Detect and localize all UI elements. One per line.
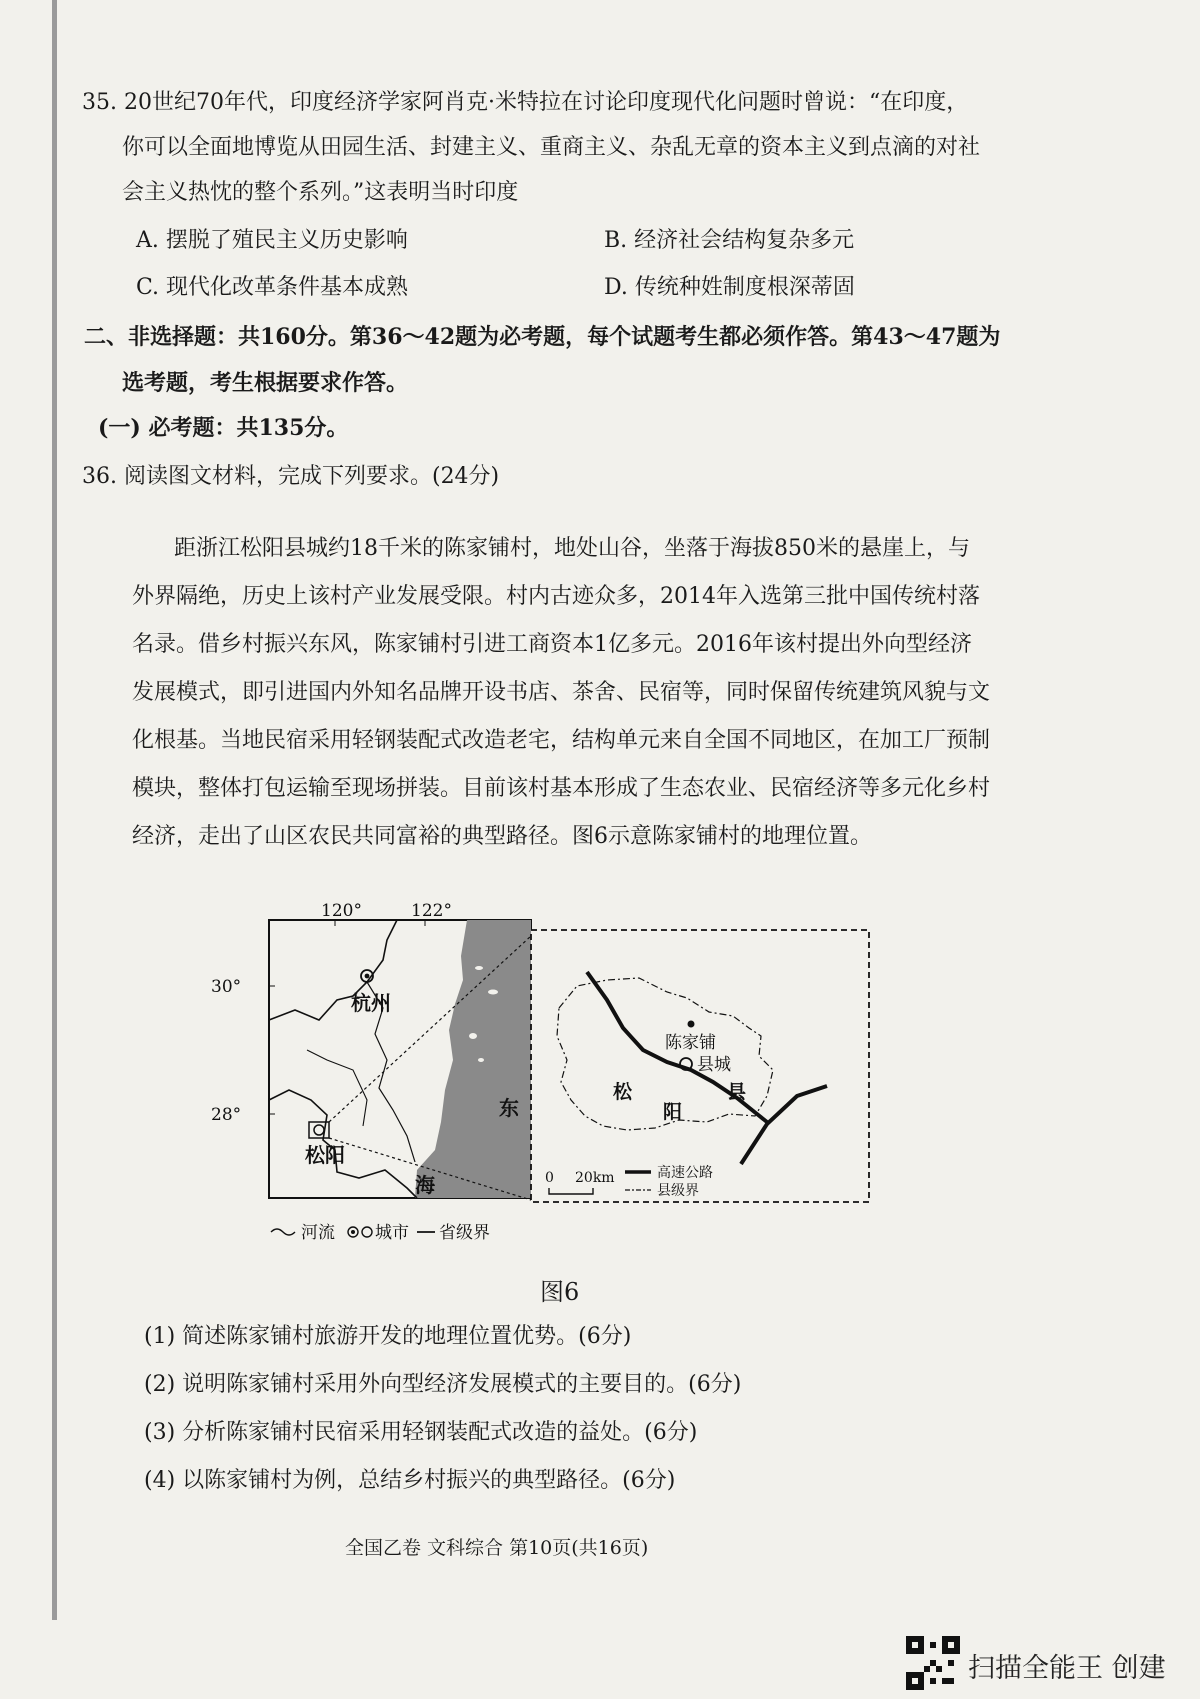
county-town-label: 县城 xyxy=(697,1055,731,1075)
sea-label-sea: 海 xyxy=(415,1173,435,1197)
qr-code-icon xyxy=(906,1636,960,1690)
section2-line2: 选考题，考生根据要求作答。 xyxy=(122,370,409,396)
section2-sub1: (一) 必考题：共135分。 xyxy=(98,415,349,441)
figure-caption: 图6 xyxy=(540,1278,580,1306)
q36-para-line: 发展模式，即引进国内外知名品牌开设书店、茶舍、民宿等，同时保留传统建筑风貌与文 xyxy=(132,680,991,705)
lat-30: 30° xyxy=(211,977,242,997)
q36-subquestion: (2) 说明陈家铺村采用外向型经济发展模式的主要目的。(6分) xyxy=(144,1372,742,1397)
figure6-map xyxy=(211,900,877,1260)
legend-city: 城市 xyxy=(375,1223,409,1243)
songyang-label: 松阳 xyxy=(305,1143,345,1167)
q36-para-line: 模块，整体打包运输至现场拼装。目前该村基本形成了生态农业、民宿经济等多元化乡村 xyxy=(132,776,991,801)
county-label-char: 县 xyxy=(727,1081,747,1103)
q35-option-b: B. 经济社会结构复杂多元 xyxy=(604,228,855,253)
q35-option-a: A. 摆脱了殖民主义历史影响 xyxy=(136,228,408,253)
q36-para-line: 外界隔绝，历史上该村产业发展受限。村内古迹众多，2014年入选第三批中国传统村落 xyxy=(132,584,980,609)
q36-subquestion: (3) 分析陈家铺村民宿采用轻钢装配式改造的益处。(6分) xyxy=(144,1420,698,1445)
q36-para-line: 经济，走出了山区农民共同富裕的典型路径。图6示意陈家铺村的地理位置。 xyxy=(132,824,872,849)
hangzhou-label: 杭州 xyxy=(351,991,391,1015)
q35-line3: 会主义热忱的整个系列。”这表明当时印度 xyxy=(122,180,519,205)
lon-122: 122° xyxy=(411,901,452,921)
page-footer: 全国乙卷 文科综合 第10页(共16页) xyxy=(345,1537,649,1559)
q36-para-line: 化根基。当地民宿采用轻钢装配式改造老宅，结构单元来自全国不同地区，在加工厂预制 xyxy=(132,728,991,753)
legend-river: 河流 xyxy=(301,1223,335,1243)
scan-edge xyxy=(52,0,57,1620)
q36-subquestion: (4) 以陈家铺村为例，总结乡村振兴的典型路径。(6分) xyxy=(144,1468,676,1493)
scale-zero: 0 xyxy=(545,1170,554,1186)
sea-label-east: 东 xyxy=(499,1096,519,1120)
section2-line1: 二、非选择题：共160分。第36～42题为必考题，每个试题考生都必须作答。第43～47题为 xyxy=(84,324,1001,350)
q35-option-d: D. 传统种姓制度根深蒂固 xyxy=(604,275,855,300)
county-label-char: 阳 xyxy=(663,1101,683,1123)
village-icon xyxy=(688,1021,695,1028)
lon-120: 120° xyxy=(321,901,362,921)
legend-county-border: 县级界 xyxy=(657,1183,699,1199)
q35-line1: 35. 20世纪70年代，印度经济学家阿肖克·米特拉在讨论印度现代化问题时曾说：“在印度， xyxy=(82,90,969,115)
scanner-watermark: 扫描全能王 创建 xyxy=(968,1653,1166,1684)
q36-subquestion: (1) 简述陈家铺村旅游开发的地理位置优势。(6分) xyxy=(144,1324,632,1349)
legend-highway: 高速公路 xyxy=(657,1165,713,1181)
q35-option-c: C. 现代化改革条件基本成熟 xyxy=(136,275,409,300)
legend-province-border: 省级界 xyxy=(439,1223,490,1243)
village-label: 陈家铺 xyxy=(665,1033,716,1053)
q36-intro: 36. 阅读图文材料，完成下列要求。(24分) xyxy=(82,464,500,489)
q36-para-line: 距浙江松阳县城约18千米的陈家铺村，地处山谷，坐落于海拔850米的悬崖上，与 xyxy=(174,536,970,561)
county-label-char: 松 xyxy=(613,1081,633,1103)
scale-20km: 20km xyxy=(575,1170,615,1186)
lat-28: 28° xyxy=(211,1105,242,1125)
q35-line2: 你可以全面地博览从田园生活、封建主义、重商主义、杂乱无章的资本主义到点滴的对社 xyxy=(122,135,981,160)
q36-para-line: 名录。借乡村振兴东风，陈家铺村引进工商资本1亿多元。2016年该村提出外向型经济 xyxy=(132,632,972,657)
